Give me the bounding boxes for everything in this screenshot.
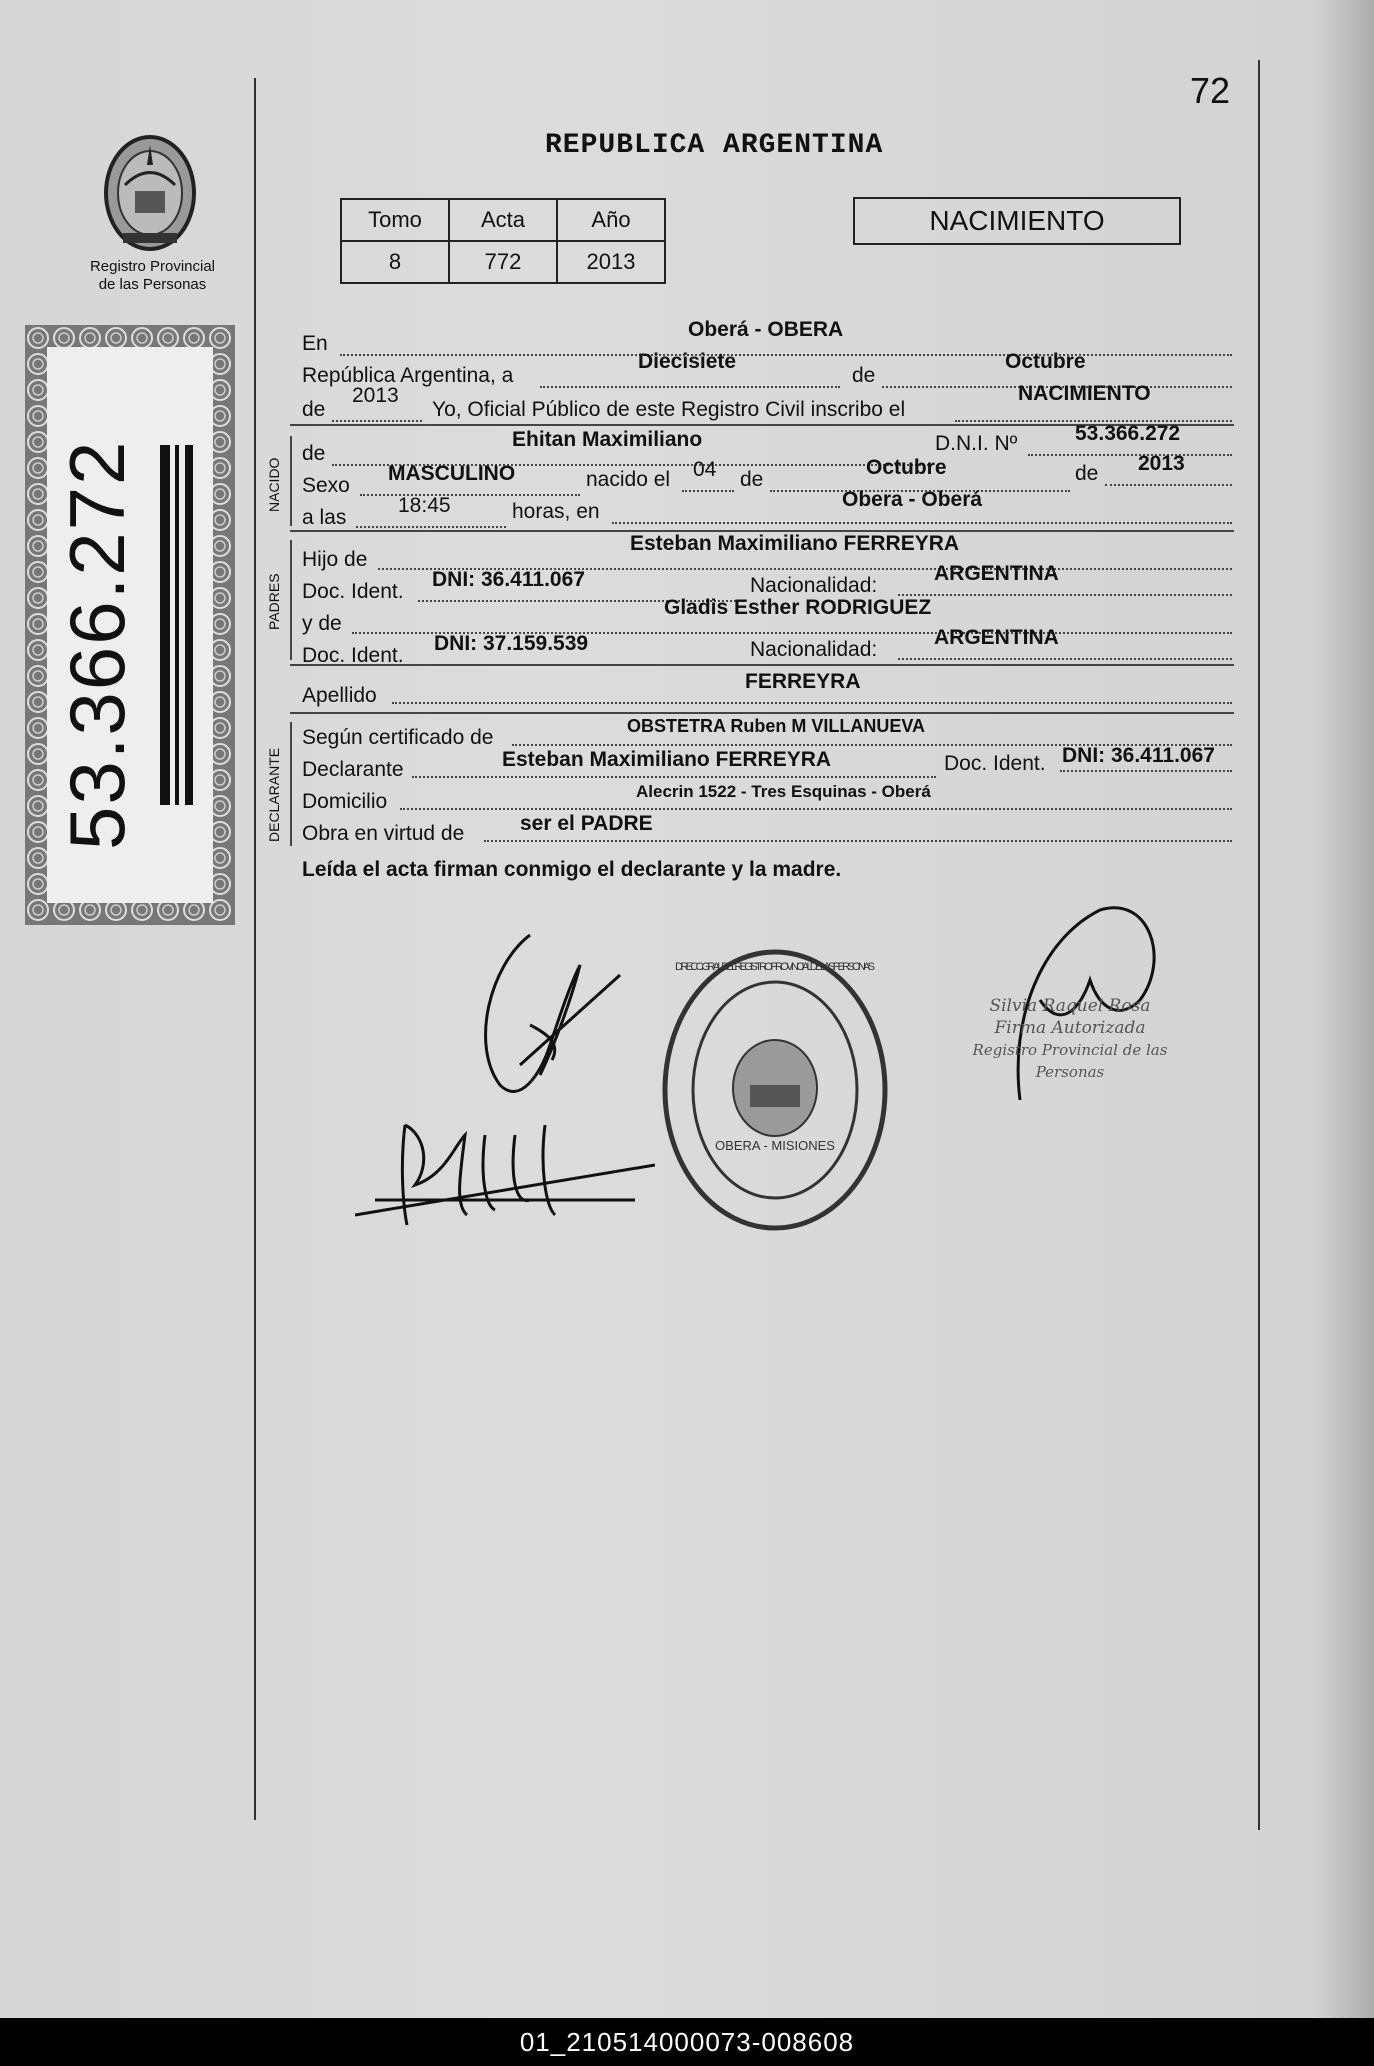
page-edge-shadow [1314, 0, 1374, 2018]
value-cert: OBSTETRA Ruben M VILLANUEVA [627, 716, 925, 736]
registry-table [340, 198, 666, 284]
label-a-las: a las [302, 506, 347, 529]
label-segun: Según certificado de [302, 726, 494, 749]
value-decl-doc: DNI: 36.411.067 [1062, 744, 1215, 767]
dots-domicilio [400, 808, 1232, 810]
left-margin-line [254, 78, 256, 1820]
label-declarante: Declarante [302, 758, 404, 781]
dots-day [540, 386, 840, 388]
mother-signature [355, 1105, 655, 1255]
value-father-nat: ARGENTINA [934, 562, 1059, 585]
label-de-birth-month: de [740, 468, 764, 491]
value-birth-year: 2013 [1138, 452, 1185, 475]
logo-caption [75, 258, 230, 294]
label-de-year: de [302, 398, 326, 421]
dots-sexo [360, 494, 580, 496]
value-time: 18:45 [398, 494, 451, 517]
value-tomo: 8 [341, 241, 449, 283]
misiones-crest-logo [95, 125, 205, 255]
dots-year [332, 420, 422, 422]
barcode-icon [160, 445, 193, 805]
stub-number: 53.366.272 [53, 439, 141, 850]
value-place: Oberá - OBERA [688, 318, 844, 341]
label-apellido: Apellido [302, 684, 377, 707]
dots-birth-place [612, 522, 1232, 524]
dots-dni [1028, 454, 1232, 456]
label-nacido-el: nacido el [586, 468, 671, 491]
label-dni: D.N.I. Nº [935, 432, 1018, 455]
label-obra: Obra en virtud de [302, 822, 465, 845]
value-father-doc: DNI: 36.411.067 [432, 568, 585, 591]
label-de-month: de [852, 364, 876, 387]
label-doc-mother: Doc. Ident. [302, 644, 404, 667]
value-acta: 772 [449, 241, 557, 283]
separator-padres [290, 664, 1234, 666]
dots-en [340, 354, 1232, 356]
dots-birth-day [682, 490, 734, 492]
label-domicilio: Domicilio [302, 790, 388, 813]
value-father: Esteban Maximiliano FERREYRA [630, 532, 960, 555]
value-record-kind: NACIMIENTO [1018, 382, 1151, 405]
label-y-de: y de [302, 612, 342, 635]
closing-statement: Leída el acta firman conmigo el declarante y la madre. [302, 858, 842, 881]
label-nac-father: Nacionalidad: [750, 574, 878, 597]
label-de-birth-year: de [1075, 462, 1099, 485]
value-child-name: Ehitan Maximiliano [512, 428, 703, 451]
declarant-signature [460, 925, 640, 1125]
right-margin-line [1258, 60, 1260, 1830]
label-doc-decl: Doc. Ident. [944, 752, 1046, 775]
section-tag-nacido: NACIDO [266, 457, 282, 512]
logo-caption-line2: de las Personas [98, 276, 207, 293]
label-horas-en: horas, en [512, 500, 600, 523]
header-acta: Acta [449, 199, 557, 241]
page-number: 72 [1190, 70, 1231, 111]
authority-stamp [940, 995, 1200, 1083]
page-title: REPUBLICA ARGENTINA [545, 130, 884, 161]
seal-inner-text: OBERA - MISIONES [715, 1138, 835, 1153]
section-tag-padres: PADRES [266, 573, 282, 630]
nacido-bracket [290, 436, 292, 526]
authority-name: Silvia Raquel Rosa [989, 996, 1151, 1016]
label-hijo-de: Hijo de [302, 548, 368, 571]
dots-decl-doc [1060, 770, 1232, 772]
value-mother-doc: DNI: 37.159.539 [434, 632, 589, 655]
seal-ring-text: DIRECC. GRAL. DEL REGISTRO PROVINCIAL DE LAS PERSONAS [675, 961, 875, 973]
value-sexo: MASCULINO [388, 462, 516, 485]
dots-decl [412, 776, 936, 778]
value-birth-day: 04 [693, 458, 717, 481]
value-birth-month: Octubre [866, 456, 947, 479]
official-seal-stamp [655, 940, 895, 1240]
label-doc-father: Doc. Ident. [302, 580, 404, 603]
scan-id-footer: 01_210514000073-008608 [0, 2018, 1374, 2066]
label-en: En [302, 332, 328, 355]
dots-time [356, 526, 506, 528]
header-tomo: Tomo [341, 199, 449, 241]
label-sexo: Sexo [302, 474, 350, 497]
logo-caption-line1: Registro Provincial [89, 258, 216, 275]
value-day: Diecisiete [638, 350, 737, 373]
dots-obra [484, 840, 1232, 842]
value-apellido: FERREYRA [745, 670, 861, 693]
authority-office: Registro Provincial de las Personas [972, 1041, 1168, 1081]
document-type-box: NACIMIENTO [853, 197, 1181, 245]
value-mother-nat: ARGENTINA [934, 626, 1059, 649]
section-tag-declarante: DECLARANTE [266, 747, 282, 842]
value-dni: 53.366.272 [1075, 422, 1181, 445]
statement-text: Yo, Oficial Público de este Registro Civil inscribo el [432, 398, 906, 421]
value-ano: 2013 [557, 241, 665, 283]
dots-birth-year [1105, 484, 1232, 486]
declarante-bracket [290, 722, 292, 846]
value-month: Octubre [1005, 350, 1086, 373]
authority-title: Firma Autorizada [994, 1018, 1146, 1038]
label-nac-mother: Nacionalidad: [750, 638, 878, 661]
label-de-name: de [302, 442, 326, 465]
dots-father-nat [898, 594, 1232, 596]
value-mother: Gladis Esther RODRIGUEZ [664, 596, 932, 619]
value-domicilio: Alecrin 1522 - Tres Esquinas - Oberá [636, 782, 931, 801]
value-year: 2013 [352, 384, 399, 407]
value-declarante: Esteban Maximiliano FERREYRA [502, 748, 832, 771]
value-birth-place: Obera - Oberá [842, 488, 983, 511]
value-obra: ser el PADRE [520, 812, 653, 835]
padres-bracket [290, 540, 292, 660]
dots-apellido [392, 702, 1232, 704]
header-ano: Año [557, 199, 665, 241]
separator-apellido [290, 712, 1234, 714]
dots-mother-nat [898, 658, 1232, 660]
label-republic: República Argentina, a [302, 364, 514, 387]
